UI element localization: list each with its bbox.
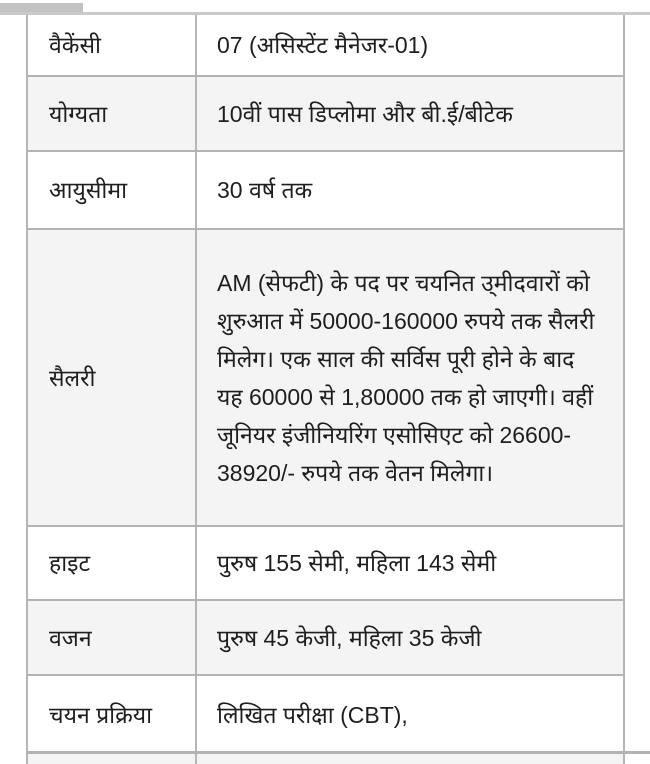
row-label: वजन xyxy=(28,601,197,674)
table-row-age-limit xyxy=(28,152,623,230)
bottom-divider xyxy=(26,751,650,754)
row-value-text: लिखित परीक्षा (CBT), xyxy=(217,702,408,728)
row-label: सैलरी xyxy=(28,230,197,525)
table-row-partial xyxy=(28,754,623,764)
row-label: आयुसीमा xyxy=(28,152,197,228)
row-label: चयन प्रक्रिया xyxy=(28,676,197,754)
table-row-vacancy xyxy=(28,15,623,77)
row-label: वैकेंसी xyxy=(28,15,197,75)
row-value-text: पुरुष 45 केजी, महिला 35 केजी xyxy=(217,624,482,651)
row-value-text: 07 (असिस्टेंट मैनेजर-01) xyxy=(217,32,429,58)
row-value-text: पुरुष 155 सेमी, महिला 143 सेमी xyxy=(217,550,497,576)
job-details-table xyxy=(26,15,625,764)
row-value xyxy=(197,676,623,754)
table-row-salary xyxy=(28,230,623,527)
row-value xyxy=(197,527,623,599)
row-label: हाइट xyxy=(28,527,197,599)
row-label-empty xyxy=(28,754,197,764)
table-row-weight xyxy=(28,601,623,676)
row-value xyxy=(197,77,623,150)
row-value xyxy=(197,230,623,525)
row-label: योग्यता xyxy=(28,77,197,150)
row-value-empty xyxy=(197,754,623,764)
row-value xyxy=(197,15,623,75)
row-value xyxy=(197,152,623,228)
table-row-selection-process xyxy=(28,676,623,754)
row-value-text: 10वीं पास डिप्लोमा और बी.ई/बीटेक xyxy=(217,100,513,127)
table-row-height xyxy=(28,527,623,601)
row-value xyxy=(197,601,623,674)
row-value-text: 30 वर्ष तक xyxy=(217,177,313,203)
table-row-eligibility xyxy=(28,77,623,152)
row-value-text: AM (सेफटी) के पद पर चयनित उ्मीदवारों को शुरुआत में 50000-160000 रुपये तक सैलरी मिलेग। एक साल की सर्विस पूरी होने के बाद यह 60000 से 1,80000 तक हो जाएगी। वहीं जूनियर इंजीनियरिंग एसोसिएट को 26600-38920/- रुपये तक वेतन मिलेगा। xyxy=(217,269,595,486)
